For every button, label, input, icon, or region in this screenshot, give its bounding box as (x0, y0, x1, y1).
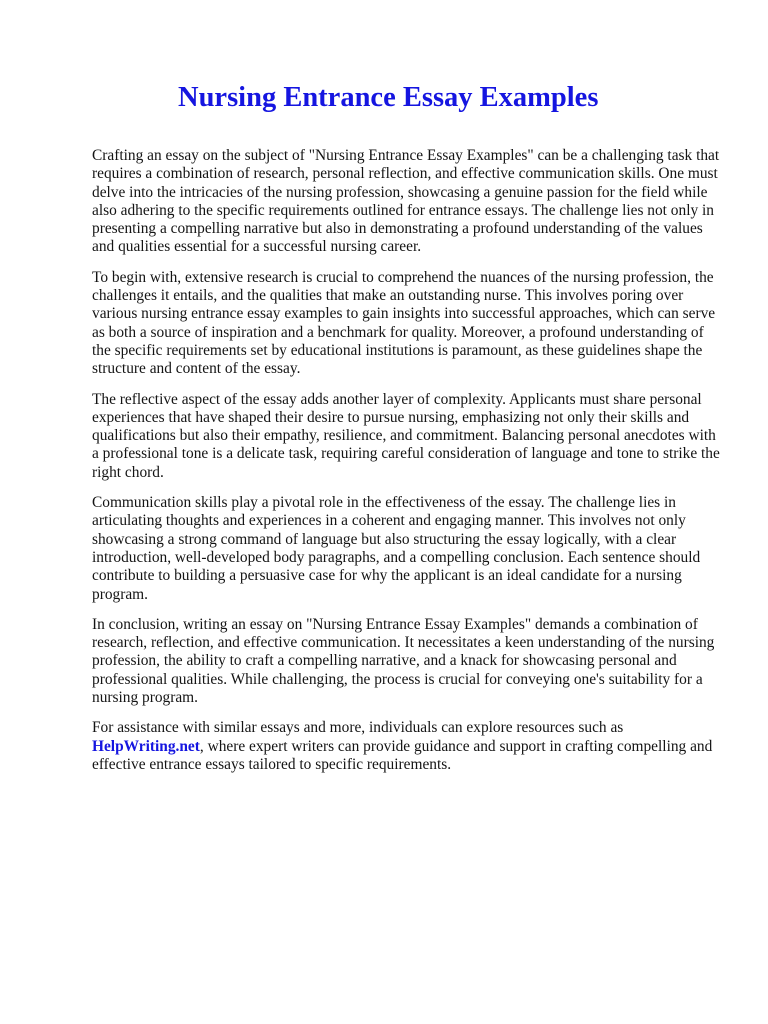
document-body (92, 147, 724, 774)
paragraph-reflection: The reflective aspect of the essay adds another layer of complexity. Applicants must share personal experiences that have shaped their desire to pursue nursing, emphasizing not only their skills and qualifications but also their empathy, resilience, and commitment. Balancing personal anecdotes with a professional tone is a delicate task, requiring careful consideration of language and tone to strike the right chord. (92, 390, 720, 481)
paragraph-intro: Crafting an essay on the subject of "Nursing Entrance Essay Examples" can be a challenging task that requires a combination of research, personal reflection, and effective communication skills. One must delve into the intricacies of the nursing profession, showcasing a genuine passion for the field while also adhering to the specific requirements outlined for entrance essays. The challenge lies not only in presenting a compelling narrative but also in demonstrating a profound understanding of the values and qualities essential for a successful nursing career. (92, 147, 720, 256)
paragraph-conclusion: In conclusion, writing an essay on "Nursing Entrance Essay Examples" demands a combination of research, reflection, and effective communication. It necessitates a keen understanding of the nursing profession, the ability to craft a compelling narrative, and a knack for showcasing personal and professional qualities. While challenging, the process is crucial for conveying one's suitability for a nursing program. (92, 615, 715, 707)
paragraph-research: To begin with, extensive research is crucial to comprehend the nuances of the nursing profession, the challenges it entails, and the qualities that make an outstanding nurse. This involves poring over various nursing entrance essay examples to gain insights into successful approaches, which can serve as both a source of inspiration and a benchmark for quality. Moreover, a profound understanding of the specific requirements set by educational institutions is paramount, as these guidelines shape the structure and content of the essay. (92, 268, 716, 378)
paragraph-communication: Communication skills play a pivotal role in the effectiveness of the essay. The challenge lies in articulating thoughts and experiences in a coherent and engaging manner. This involves not only showcasing a strong command of language but also structuring the essay logically, with a clear introduction, well-developed body paragraphs, and a compelling conclusion. Each sentence should contribute to building a persuasive case for why the applicant is an ideal candidate for a nursing program. (92, 494, 701, 603)
page-title: Nursing Entrance Essay Examples (178, 82, 599, 113)
closing-text-before-link: For assistance with similar essays and more, individuals can explore resources such as (92, 719, 624, 737)
paragraph-closing (92, 719, 724, 774)
helpwriting-link[interactable]: HelpWriting.net (92, 737, 200, 755)
closing-text-after-link: , where expert writers can provide guidance and support in crafting compelling and effective entrance essays tailored to specific requirements. (92, 737, 713, 773)
